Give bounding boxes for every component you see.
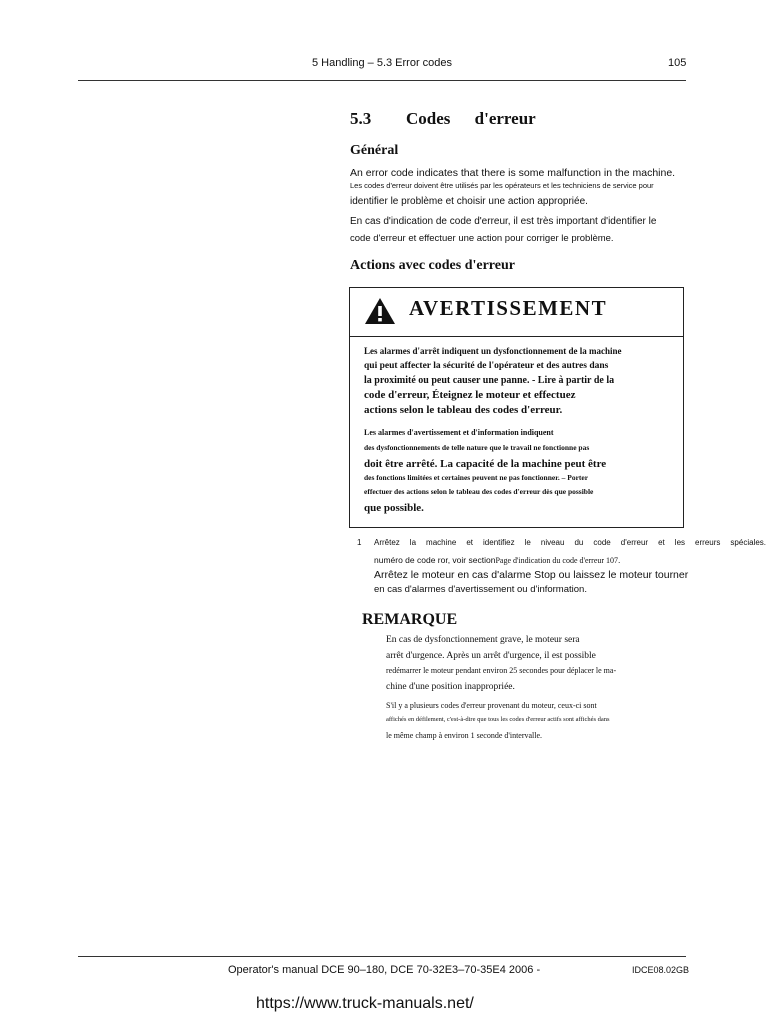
general-line: Les codes d'erreur doivent être utilisés par les opérateurs et les techniciens de service pour — [350, 181, 654, 190]
section-reference-link[interactable]: Page d'indication du code d'erreur 107 — [495, 556, 619, 565]
remarque-line: S'il y a plusieurs codes d'erreur provenant du moteur, ceux-ci sont — [386, 701, 597, 710]
section-title: Codes d'erreur — [406, 109, 536, 128]
step-line: en cas d'alarmes d'avertissement ou d'information. — [374, 584, 587, 595]
header-rule — [78, 80, 686, 81]
warning-line: Les alarmes d'avertissement et d'information indiquent — [364, 428, 554, 437]
warning-line: des fonctions limitées et certaines peuvent ne pas fonctionner. – Porter — [364, 473, 589, 482]
warning-line: Les alarmes d'arrêt indiquent un dysfonctionnement de la machine — [364, 346, 622, 356]
remarque-line: chine d'une position inappropriée. — [386, 682, 515, 692]
warning-line: des dysfonctionnements de telle nature que le travail ne fonctionne pas — [364, 443, 590, 452]
step-line — [374, 555, 620, 565]
warning-triangle-icon — [364, 297, 396, 325]
general-line: identifier le problème et choisir une action appropriée. — [350, 196, 588, 207]
warning-line: doit être arrêté. La capacité de la machine peut être — [364, 458, 607, 470]
actions-heading: Actions avec codes d'erreur — [350, 258, 515, 273]
remarque-heading: REMARQUE — [362, 611, 458, 628]
step-number: 1 — [357, 538, 362, 547]
footer-document-code: IDCE08.02GB — [632, 965, 690, 975]
general-line: En cas d'indication de code d'erreur, il est très important d'identifier le — [350, 216, 657, 227]
general-heading: Général — [350, 143, 399, 158]
general-line: An error code indicates that there is some malfunction in the machine. — [350, 167, 676, 179]
warning-line: actions selon le tableau des codes d'erreur. — [364, 404, 563, 416]
warning-line: code d'erreur, Éteignez le moteur et effectuez — [364, 389, 576, 401]
remarque-line: affichés en défilement, c'est-à-dire que tous les codes d'erreur actifs sont affichés dans — [386, 716, 610, 723]
footer-manual-title: Operator's manual DCE 90–180, DCE 70-32E3–70-35E4 2006 - — [228, 964, 541, 976]
page-number: 105 — [668, 57, 687, 69]
warning-line: la proximité ou peut causer une panne. - Lire à partir de la — [364, 375, 615, 386]
warning-line: effectuer des actions selon le tableau des codes d'erreur dès que possible — [364, 487, 594, 496]
remarque-line: redémarrer le moteur pendant environ 25 secondes pour déplacer le ma- — [386, 666, 617, 675]
general-line: code d'erreur et effectuer une action pour corriger le problème. — [350, 233, 614, 244]
footer-rule — [78, 956, 686, 957]
section-number: 5.3 — [350, 109, 372, 128]
step-text: numéro de code ror, voir section — [374, 555, 496, 565]
footer-url-link[interactable]: https://www.truck-manuals.net/ — [256, 995, 474, 1012]
remarque-line: arrêt d'urgence. Après un arrêt d'urgence, il est possible — [386, 651, 596, 661]
warning-line: qui peut affecter la sécurité de l'opérateur et des autres dans — [364, 361, 609, 371]
remarque-line: le même champ à environ 1 seconde d'intervalle. — [386, 731, 543, 740]
running-header-title: 5 Handling – 5.3 Error codes — [312, 57, 453, 69]
warning-divider — [349, 336, 684, 337]
step-line: Arrêtez le moteur en cas d'alarme Stop ou laissez le moteur tourner — [374, 569, 689, 581]
step-line: Arrêtez la machine et identifiez le niveau du code d'erreur et les erreurs spéciales. — [374, 538, 766, 547]
warning-title: AVERTISSEMENT — [409, 296, 608, 320]
step-text: . — [618, 555, 621, 565]
remarque-line: En cas de dysfonctionnement grave, le moteur sera — [386, 635, 580, 645]
warning-line: que possible. — [364, 502, 424, 514]
